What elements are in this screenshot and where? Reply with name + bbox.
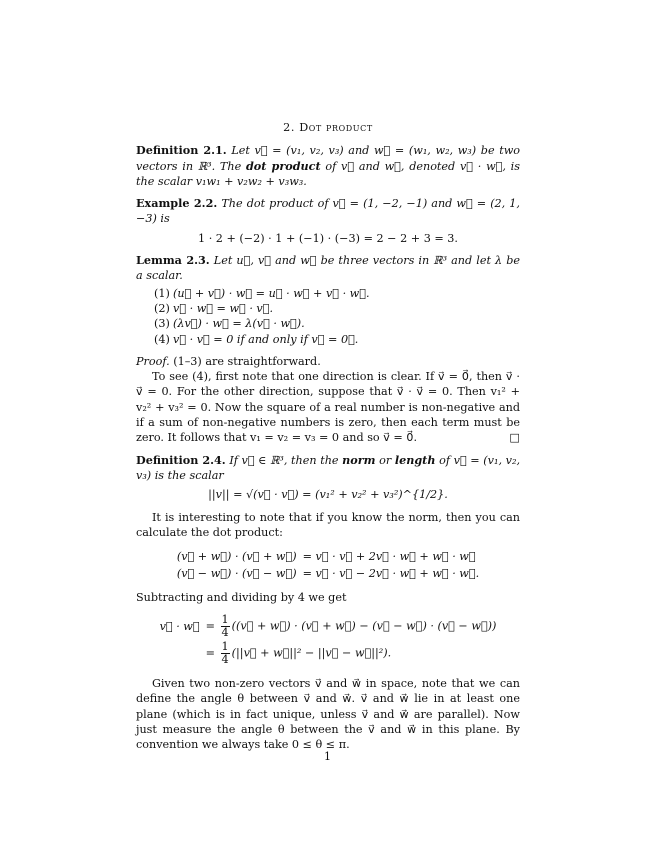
- defined-term-norm: norm: [342, 452, 376, 467]
- example-text: The dot product of v⃗ = (1, −2, −1) and w⃗ = (2, 1, −3) is: [136, 197, 520, 226]
- definition-label: Definition 2.1.: [136, 143, 227, 158]
- definition-text: If v⃗ ∈ ℝ³, then the norm or length of v⃗ = (v₁, v₂, v₃) is the scalar: [136, 452, 521, 482]
- definition-2-1: [136, 143, 520, 189]
- expansion-equations: [174, 547, 482, 584]
- paragraph-subtract: Subtracting and dividing by 4 we get: [136, 590, 347, 604]
- polarization-equations: [157, 612, 500, 668]
- list-item: (4) v⃗ · v⃗ = 0 if and only if v⃗ = 0⃗.: [154, 332, 359, 346]
- document-page: [136, 120, 520, 760]
- fraction: $\frac{1}{4}$: [221, 640, 229, 667]
- equation-row: = $\frac{1}{4}$ (||v⃗ + w⃗||² − ||v⃗ − w⃗||²).: [205, 640, 392, 667]
- fraction: $\frac{1}{4}$: [221, 613, 229, 640]
- defined-term: dot product: [245, 158, 321, 173]
- proof-paragraph: To see (4), first note that one direction is clear. If v⃗ = 0⃗, then v⃗ · v⃗ = 0. For the other direction, suppose that v⃗ · v⃗ = 0. Then v₁² + v₂² + v₃² = 0. Now the square of a real number is non-negative and if a sum of non-negative numbers is zero, then each term must be zero. It follows that v₁ = v₂ = v₃ = 0 and so v⃗ = 0⃗. □: [136, 370, 520, 445]
- list-item: (2) v⃗ · w⃗ = w⃗ · v⃗.: [154, 301, 274, 315]
- paragraph-norm: It is interesting to note that if you know the norm, then you can calculate the dot product:: [136, 510, 520, 539]
- paragraph-angle: Given two non-zero vectors v⃗ and w⃗ in space, note that we can define the angle θ between v⃗ and w⃗. v⃗ and w⃗ lie in at least one plane (which is in fact unique, unless v⃗ and w⃗ are parallel). Now just measure the angle θ between the v⃗ and w⃗ in this plane. By convention we always take 0 ≤ θ ≤ π.: [136, 677, 520, 752]
- list-item: (1) (u⃗ + v⃗) · w⃗ = u⃗ · w⃗ + v⃗ · w⃗.: [154, 286, 370, 300]
- equation-row: (v⃗ + w⃗) · (v⃗ + w⃗) = v⃗ · v⃗ + 2v⃗ · w⃗ + w⃗ · w⃗: [176, 550, 476, 564]
- lemma-2-3: [136, 253, 520, 347]
- defined-term-length: length: [394, 452, 436, 467]
- example-2-2: [136, 196, 520, 246]
- list-item: (3) (λv⃗) · w⃗ = λ(v⃗ · w⃗).: [154, 317, 305, 331]
- equation-row: v⃗ · w⃗ = $\frac{1}{4}$ ((v⃗ + w⃗) · (v⃗ + w⃗) − (v⃗ − w⃗) · (v⃗ − w⃗)): [159, 613, 497, 640]
- proof-line: (1–3) are straightforward.: [169, 354, 321, 368]
- section-title: 2. Dot product: [283, 121, 373, 134]
- page-number: 1: [324, 750, 331, 763]
- lemma-text: Let u⃗, v⃗ and w⃗ be three vectors in ℝ³ and let λ be a scalar.: [136, 254, 520, 283]
- example-equation: 1 · 2 + (−2) · 1 + (−1) · (−3) = 2 − 2 + 3 = 3.: [198, 231, 458, 245]
- definition-2-4: [136, 453, 520, 503]
- equation-row: (v⃗ − w⃗) · (v⃗ − w⃗) = v⃗ · v⃗ − 2v⃗ · w⃗ + w⃗ · w⃗.: [176, 567, 480, 581]
- norm-equation: ||v|| = √(v⃗ · v⃗) = (v₁² + v₂² + v₃²)^{1/2}.: [208, 488, 448, 502]
- example-label: Example 2.2.: [136, 196, 218, 211]
- lemma-label: Lemma 2.3.: [136, 253, 210, 268]
- definition-label: Definition 2.4.: [136, 452, 226, 467]
- lemma-items: [154, 286, 520, 347]
- definition-text: Let v⃗ = (v₁, v₂, v₃) and w⃗ = (w₁, w₂, w₃) be two vectors in ℝ³. The dot product of v⃗ and w⃗, denoted v⃗ · w⃗, is the scalar v₁w₁ + v₂w₂ + v₃w₃.: [136, 144, 521, 188]
- proof: [136, 354, 520, 446]
- proof-label: Proof.: [136, 354, 170, 368]
- qed-symbol: □: [509, 431, 520, 445]
